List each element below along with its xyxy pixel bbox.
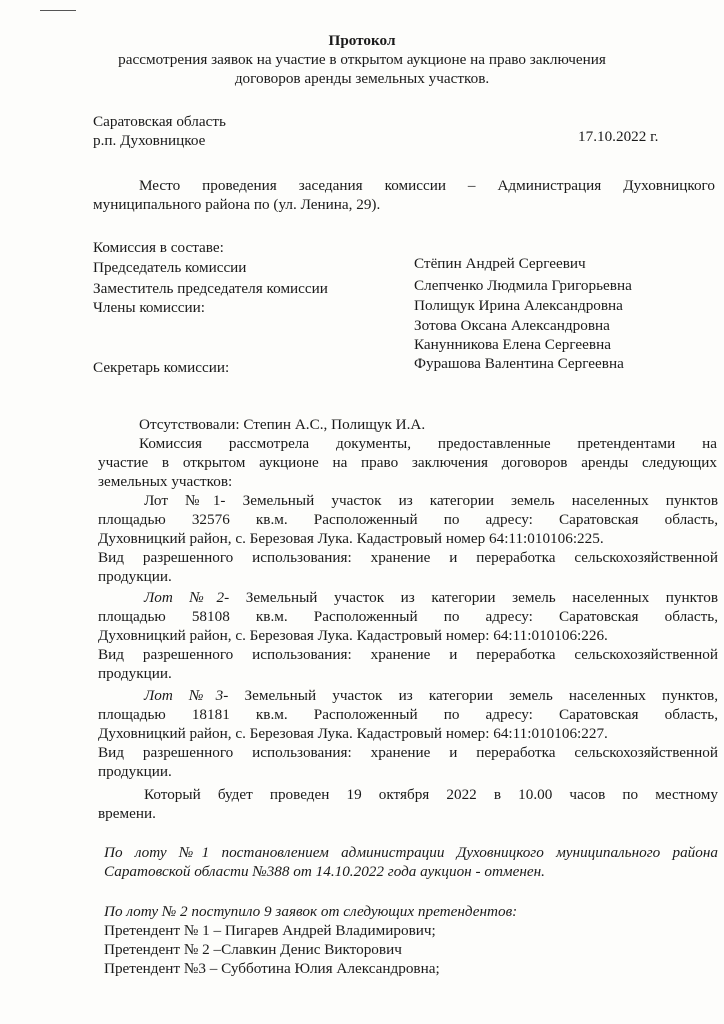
member-name: Полищук Ирина Александровна bbox=[414, 297, 623, 314]
lot-2-line-5: продукции. bbox=[98, 665, 172, 682]
lot-1-label: Лот №1- bbox=[144, 492, 226, 509]
chair-label: Председатель комиссии bbox=[93, 259, 247, 276]
venue-line-2: муниципального района по (ул. Ленина, 29). bbox=[93, 196, 381, 213]
lot-1-line-1 bbox=[144, 491, 718, 510]
lot-1-line-4: Вид разрешенного использования: хранение и переработка сельскохозяйственной bbox=[98, 549, 718, 566]
lot-2-label: Лот №2- bbox=[144, 589, 230, 606]
auction-schedule-line-2: времени. bbox=[98, 805, 156, 822]
document-subtitle-line-2: договоров аренды земельных участков. bbox=[234, 70, 490, 87]
lot-2-line-2: площадью 58108 кв.м. Расположенный по адресу: Саратовская область, bbox=[98, 608, 718, 625]
secretary-name: Фурашова Валентина Сергеевна bbox=[414, 355, 624, 372]
lot-2-line-4: Вид разрешенного использования: хранение и переработка сельскохозяйственной bbox=[98, 646, 718, 663]
lot-3-line-4: Вид разрешенного использования: хранение и переработка сельскохозяйственной bbox=[98, 744, 718, 761]
deputy-name: Слепченко Людмила Григорьевна bbox=[414, 277, 632, 294]
intro-line-2: участие в открытом аукционе на право заключения договоров аренды следующих bbox=[98, 454, 717, 471]
members-label: Члены комиссии: bbox=[93, 299, 205, 316]
intro-line-3: земельных участков: bbox=[98, 473, 233, 490]
lot-1-text: Земельный участок из категории земель населенных пунктов bbox=[225, 492, 718, 509]
lot-1-line-5: продукции. bbox=[98, 568, 172, 585]
lot-1-line-3: Духовницкий район, с. Березовая Лука. Кадастровый номер 64:11:010106:225. bbox=[98, 530, 604, 547]
member-name: Канунникова Елена Сергеевна bbox=[414, 336, 611, 353]
margin-mark bbox=[40, 10, 76, 11]
applicant-line: Претендент № 2 –Славкин Денис Викторович bbox=[104, 941, 402, 958]
lot-1-cancellation-line-2: Саратовской области №388 от 14.10.2022 года аукцион - отменен. bbox=[104, 863, 545, 880]
region: Саратовская область bbox=[93, 113, 226, 130]
lot-2-line-1 bbox=[144, 588, 718, 607]
lot-1-cancellation-line-1: По лоту №1 постановлением администрации Духовницкого муниципального района bbox=[104, 844, 718, 861]
lot-2-applications-heading: По лоту № 2 поступило 9 заявок от следующих претендентов: bbox=[104, 903, 518, 920]
lot-2-line-3: Духовницкий район, с. Березовая Лука. Кадастровый номер: 64:11:010106:226. bbox=[98, 627, 608, 644]
lot-1-line-2: площадью 32576 кв.м. Расположенный по адресу: Саратовская область, bbox=[98, 511, 718, 528]
intro-line-1: Комиссия рассмотрела документы, предоставленные претендентами на bbox=[139, 435, 717, 452]
chair-name: Стёпин Андрей Сергеевич bbox=[414, 255, 586, 272]
lot-2-text: Земельный участок из категории земель населенных пунктов bbox=[229, 589, 718, 606]
absent-line: Отсутствовали: Степин А.С., Полищук И.А. bbox=[139, 416, 426, 433]
document-subtitle-line-1: рассмотрения заявок на участие в открытом аукционе на право заключения bbox=[118, 51, 606, 68]
secretary-label: Секретарь комиссии: bbox=[93, 359, 230, 376]
member-name: Зотова Оксана Александровна bbox=[414, 317, 610, 334]
auction-schedule-line-1: Который будет проведен 19 октября 2022 в 10.00 часов по местному bbox=[144, 786, 718, 803]
lot-3-text: Земельный участок из категории земель населенных пунктов, bbox=[228, 687, 718, 704]
document-title: Протокол bbox=[328, 32, 396, 49]
settlement: р.п. Духовницкое bbox=[93, 132, 206, 149]
document-date: 17.10.2022 г. bbox=[578, 128, 659, 145]
commission-heading: Комиссия в составе: bbox=[93, 239, 224, 256]
lot-3-label: Лот №3- bbox=[144, 687, 229, 704]
deputy-label: Заместитель председателя комиссии bbox=[93, 280, 328, 297]
applicant-line: Претендент №3 – Субботина Юлия Александровна; bbox=[104, 960, 440, 977]
lot-3-line-1 bbox=[144, 686, 718, 705]
lot-3-line-3: Духовницкий район, с. Березовая Лука. Кадастровый номер: 64:11:010106:227. bbox=[98, 725, 608, 742]
applicant-line: Претендент № 1 – Пигарев Андрей Владимирович; bbox=[104, 922, 436, 939]
lot-3-line-5: продукции. bbox=[98, 763, 172, 780]
lot-3-line-2: площадью 18181 кв.м. Расположенный по адресу: Саратовская область, bbox=[98, 706, 718, 723]
venue-line-1: Место проведения заседания комиссии – Администрация Духовницкого bbox=[139, 177, 715, 194]
